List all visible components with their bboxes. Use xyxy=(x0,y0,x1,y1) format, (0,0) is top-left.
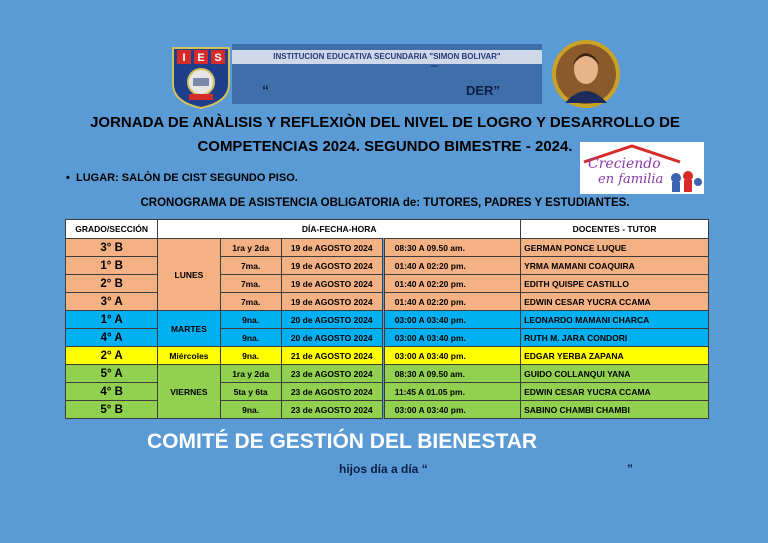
day-miercoles: Miércoles xyxy=(158,347,220,365)
cell-hora: 03:00 A 03:40 pm. xyxy=(383,347,520,365)
cell-grado: 4° A xyxy=(66,329,158,347)
cell-tutor: LEONARDO MAMANI CHARCA xyxy=(521,311,709,329)
cell-grado: 3° A xyxy=(66,293,158,311)
lugar-line xyxy=(66,172,298,184)
cell-hora: 08:30 A 09.50 am. xyxy=(383,365,520,383)
cell-grado: 2° B xyxy=(66,275,158,293)
cell-tutor: EDWIN CESAR YUCRA CCAMA xyxy=(521,293,709,311)
family-logo-text-2: en familia xyxy=(598,172,664,187)
cell-grado: 5° B xyxy=(66,401,158,419)
hijos-close-quote: ” xyxy=(627,462,633,476)
cell-hora-clase: 1ra y 2da xyxy=(220,365,281,383)
cell-hora-clase: 7ma. xyxy=(220,275,281,293)
cell-fecha: 20 de AGOSTO 2024 xyxy=(281,311,383,329)
table-row xyxy=(66,239,709,257)
table-row xyxy=(66,365,709,383)
cell-fecha: 23 de AGOSTO 2024 xyxy=(281,401,383,419)
cell-fecha: 23 de AGOSTO 2024 xyxy=(281,365,383,383)
day-lunes: LUNES xyxy=(158,239,220,311)
ies-logo xyxy=(169,44,233,110)
cell-tutor: RUTH M. JARA CONDORI xyxy=(521,329,709,347)
cell-tutor: GERMAN PONCE LUQUE xyxy=(521,239,709,257)
cell-grado: 4° B xyxy=(66,383,158,401)
comite-heading: COMITÉ DE GESTIÓN DEL BIENESTAR xyxy=(146,430,538,453)
cell-hora: 03:00 A 03:40 pm. xyxy=(383,311,520,329)
header-fecha: DÍA-FECHA-HORA xyxy=(158,220,521,239)
schedule-table xyxy=(65,219,709,419)
cell-fecha: 23 de AGOSTO 2024 xyxy=(281,383,383,401)
cell-tutor: SABINO CHAMBI CHAMBI xyxy=(521,401,709,419)
cell-grado: 1° B xyxy=(66,257,158,275)
cell-fecha: 19 de AGOSTO 2024 xyxy=(281,293,383,311)
cell-grado: 5° A xyxy=(66,365,158,383)
cell-hora: 03:00 A 03:40 pm. xyxy=(383,401,520,419)
cell-fecha: 21 de AGOSTO 2024 xyxy=(281,347,383,365)
bullet-icon: • xyxy=(66,172,76,184)
cell-hora: 03:00 A 03:40 pm. xyxy=(383,329,520,347)
cell-hora-clase: 9na. xyxy=(220,401,281,419)
cell-tutor: YRMA MAMANI COAQUIRA xyxy=(521,257,709,275)
cell-grado: 1° A xyxy=(66,311,158,329)
day-viernes: VIERNES xyxy=(158,365,220,419)
motto-end: DER” xyxy=(466,83,500,98)
cell-hora: 01:40 A 02:20 pm. xyxy=(383,275,520,293)
table-row xyxy=(66,347,709,365)
banner-dash: – xyxy=(431,58,438,72)
logo-letter-i: I xyxy=(182,52,186,64)
cell-hora: 01:40 A 02:20 pm. xyxy=(383,257,520,275)
table-row xyxy=(66,311,709,329)
cell-tutor: EDGAR YERBA ZAPANA xyxy=(521,347,709,365)
title-line-2: COMPETENCIAS 2024. SEGUNDO BIMESTRE - 2024. xyxy=(197,138,573,155)
cell-hora: 01:40 A 02:20 pm. xyxy=(383,293,520,311)
cell-hora-clase: 9na. xyxy=(220,311,281,329)
logo-letter-s: S xyxy=(214,52,222,64)
logo-letter-e: E xyxy=(197,52,205,64)
lugar-text: LUGAR: SALÒN DE CIST SEGUNDO PISO. xyxy=(75,172,298,184)
header-grado: GRADO/SECCIÓN xyxy=(66,220,158,239)
cell-hora-clase: 7ma. xyxy=(220,293,281,311)
family-logo-text-1: Creciendo xyxy=(588,156,661,172)
hijos-text: hijos día a día “ xyxy=(339,462,428,476)
cell-fecha: 19 de AGOSTO 2024 xyxy=(281,239,383,257)
cell-hora-clase: 9na. xyxy=(220,329,281,347)
cell-hora-clase: 9na. xyxy=(220,347,281,365)
day-martes: MARTES xyxy=(158,311,220,347)
table-header-row xyxy=(66,220,709,239)
cell-hora-clase: 5ta y 6ta xyxy=(220,383,281,401)
header-docentes: DOCENTES - TUTOR xyxy=(521,220,709,239)
institution-name: INSTITUCION EDUCATIVA SECUNDARIA "SIMON BOLIVAR" xyxy=(273,52,501,61)
cell-fecha: 19 de AGOSTO 2024 xyxy=(281,257,383,275)
title-line-1: JORNADA DE ANÀLISIS Y REFLEXIÒN DEL NIVEL DE LOGRO Y DESARROLLO DE xyxy=(90,114,680,131)
cell-grado: 2° A xyxy=(66,347,158,365)
cell-hora-clase: 1ra y 2da xyxy=(220,239,281,257)
cell-grado: 3° B xyxy=(66,239,158,257)
cell-hora-clase: 7ma. xyxy=(220,257,281,275)
motto-open-quote: “ xyxy=(262,82,269,98)
cell-tutor: EDITH QUISPE CASTILLO xyxy=(521,275,709,293)
cell-fecha: 20 de AGOSTO 2024 xyxy=(281,329,383,347)
cronograma-heading: CRONOGRAMA DE ASISTENCIA OBLIGATORIA de: TUTORES, PADRES Y ESTUDIANTES. xyxy=(140,197,630,209)
cell-hora: 08:30 A 09.50 am. xyxy=(383,239,520,257)
cell-hora: 11:45 A 01.05 pm. xyxy=(383,383,520,401)
cell-fecha: 19 de AGOSTO 2024 xyxy=(281,275,383,293)
cell-tutor: GUIDO COLLANQUI YANA xyxy=(521,365,709,383)
cell-tutor: EDWIN CESAR YUCRA CCAMA xyxy=(521,383,709,401)
portrait-medallion xyxy=(551,39,621,109)
